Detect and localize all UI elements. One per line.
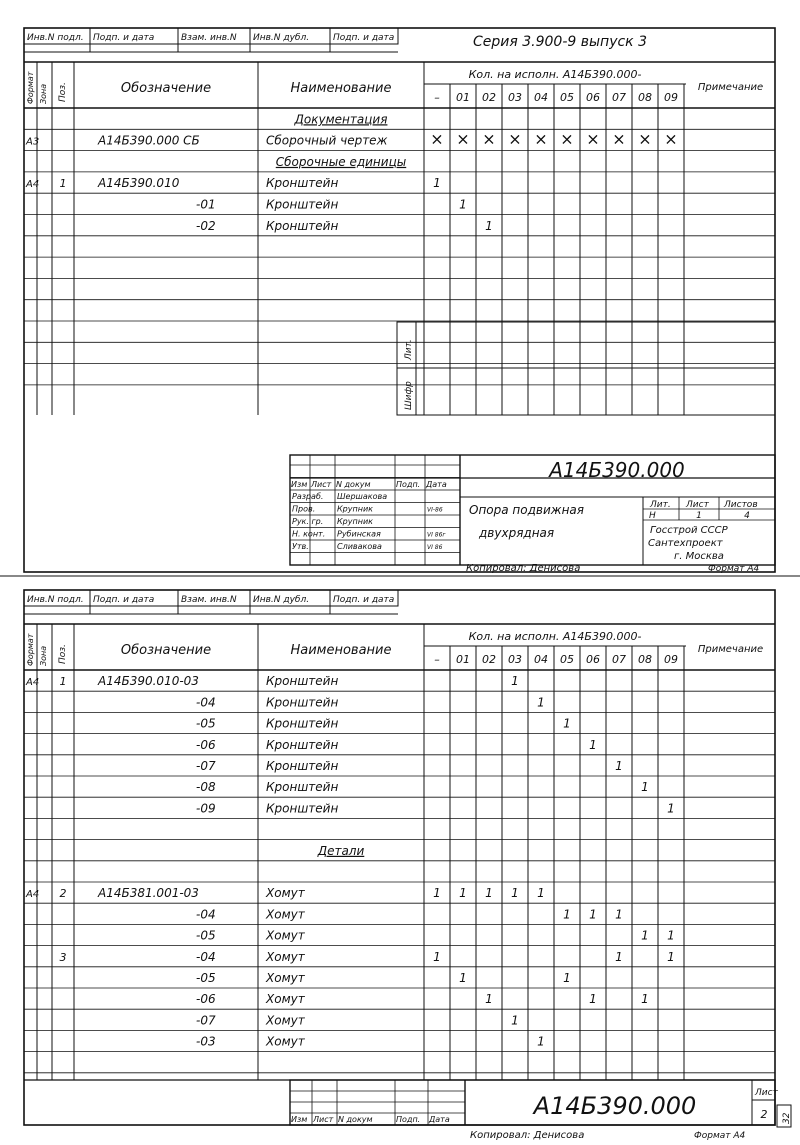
sheet2-qty-mark: 1: [537, 886, 545, 901]
sheet2-doc-code: А14Б390.000: [533, 1092, 697, 1120]
sheet1-doc-code: А14Б390.000: [549, 458, 685, 482]
sheet2-designation-cell: -06: [196, 992, 216, 1007]
sheet2-qty-mark: 1: [563, 907, 571, 922]
sheet2-name-cell: Хомут: [266, 949, 305, 964]
sheet2-designation-cell: -04: [196, 907, 216, 922]
sheet2-variant-header: 05: [560, 653, 574, 666]
sheet1-change-header: Подп.: [396, 480, 421, 489]
sheet2-copied-by: Копировал: Денисова: [470, 1130, 585, 1141]
sheet2-format-header: Формат: [26, 633, 35, 666]
sheet2-designation-cell: А14Б381.001-03: [98, 886, 199, 901]
sheet2-variant-header: 09: [664, 653, 678, 666]
sheet1-lit-header: Лит.: [650, 500, 671, 510]
sheet1-designation-cell: А14Б390.010: [98, 176, 180, 191]
sheet1-pos-header: Поз.: [58, 82, 68, 102]
sheet2-qty-mark: 1: [459, 886, 467, 901]
sheet2-qty-mark: 1: [667, 949, 675, 964]
sheet2-qty-mark: 1: [563, 971, 571, 985]
sheet2-qty-mark: 1: [667, 801, 675, 816]
sheet2-change-header: Дата: [429, 1115, 450, 1124]
sheet1-staff-name: Сливакова: [337, 542, 382, 551]
sheet1-qty-mark: ×: [482, 129, 496, 149]
sheet2-qty-mark: 1: [589, 907, 597, 922]
sheet2-variant-header: 07: [612, 653, 626, 666]
sheet2-qty-mark: 1: [485, 886, 493, 901]
sheet2-designation-header: Обозначение: [120, 643, 212, 658]
sheet2-qty-mark: 1: [485, 992, 493, 1007]
sheet1-name-cell: Сборочный чертеж: [266, 133, 388, 148]
sheet2-pos-cell: 1: [59, 675, 67, 689]
sheet2-pos-header: Поз.: [58, 644, 68, 664]
sheet1-lit-value: Н: [649, 511, 656, 521]
sheet2-zone-header: Зона: [39, 645, 48, 666]
sheet2-designation-cell: -07: [196, 759, 216, 773]
sheet2-qty-mark: 1: [537, 695, 545, 710]
sheet2-variant-header: 08: [638, 653, 652, 666]
sheet2-designation-cell: -09: [196, 801, 216, 816]
sheet1-format-cell: А3: [26, 136, 40, 148]
sheet1-variant-header: 03: [508, 91, 522, 104]
sheet2-page-stamp: 32: [782, 1112, 792, 1124]
sheet2-change-header: Подп.: [396, 1115, 421, 1124]
sheet1-designation-cell: -02: [196, 218, 216, 233]
sheet2-qty-header: Кол. на исполн. А14Б390.000-: [468, 630, 642, 643]
sheet1-name-cell: Кронштейн: [266, 218, 339, 233]
sheet1-archive-header: Взам. инв.N: [181, 33, 237, 43]
sheet2-name-header: Наименование: [290, 643, 392, 658]
sheet1-qty-mark: ×: [430, 129, 444, 149]
sheet1-note-header: Примечание: [697, 82, 764, 93]
sheet2-qty-mark: 1: [563, 716, 571, 731]
sheet2-designation-cell: -05: [196, 971, 216, 985]
sheet2-qty-mark: 1: [511, 886, 519, 901]
sheet1-designation-cell: -01: [196, 197, 216, 212]
sheet1-section-title: Документация: [294, 112, 388, 127]
sheet2-qty-mark: 1: [433, 886, 441, 901]
sheet1-section-title: Сборочные единицы: [275, 154, 407, 169]
sheet1-staff-role: Н. конт.: [292, 529, 326, 539]
series-note: Серия 3.900-9 выпуск 3: [473, 34, 647, 50]
sheet1-change-header: Лист: [311, 480, 332, 489]
sheet1-doc-title: Опора подвижная: [469, 503, 585, 517]
sheet2-variant-header: 01: [456, 653, 470, 666]
sheet1-org-line2: Сантехпроект: [648, 538, 723, 549]
sheet2-archive-header: Подп. и дата: [93, 595, 155, 605]
sheet2-pos-cell: 3: [59, 950, 67, 964]
sheet2-name-cell: Кронштейн: [266, 716, 339, 731]
sheet2-designation-cell: -03: [196, 1034, 216, 1049]
sheet1-change-header: Дата: [426, 480, 447, 489]
sheet1-qty-mark: ×: [638, 129, 652, 149]
sheet1-sheets-value: 4: [744, 511, 750, 521]
sheet2-name-cell: Хомут: [266, 1034, 305, 1049]
sheet2-qty-mark: 1: [511, 674, 519, 689]
sheet2-designation-cell: -05: [196, 928, 216, 943]
sheet2-variant-header: 03: [508, 653, 522, 666]
sheet2-archive-header: Инв.N дубл.: [253, 595, 310, 605]
sheet1-staff-role: Рук. гр.: [292, 517, 324, 526]
sheet2-qty-mark: 1: [589, 737, 597, 752]
sheet1-sheets-header: Листов: [724, 500, 758, 510]
sheet2-qty-mark: 1: [459, 971, 467, 985]
sheet1-sheet-value: 1: [696, 511, 702, 521]
sheet1-archive-header: Подп. и дата: [333, 33, 395, 43]
sheet1-qty-mark: ×: [534, 129, 548, 149]
sheet2-name-cell: Кронштейн: [266, 759, 339, 773]
sheet2-section-title: Детали: [317, 843, 365, 858]
sheet1-staff-date: VI 86: [427, 544, 443, 551]
sheet2-qty-mark: 1: [641, 780, 649, 795]
sheet2-pos-cell: 2: [59, 887, 67, 901]
sheet1-pos-cell: 1: [59, 177, 67, 191]
sheet2-name-cell: Кронштейн: [266, 780, 339, 795]
sheet1-qty-mark: ×: [612, 129, 626, 149]
sheet1-doc-subtitle: двухрядная: [479, 526, 555, 540]
sheet2-name-cell: Хомут: [266, 928, 305, 943]
sheet2-change-header: Лист: [313, 1115, 334, 1124]
sheet2-name-cell: Кронштейн: [266, 801, 339, 816]
sheet1-sheet-header: Лист: [686, 500, 709, 510]
sheet2-name-cell: Кронштейн: [266, 695, 339, 710]
sheet1-designation-cell: А14Б390.000 СБ: [98, 133, 200, 148]
sheet2-designation-cell: -06: [196, 737, 216, 752]
sheet2-qty-mark: 1: [615, 949, 623, 964]
sheet2-designation-cell: А14Б390.010-03: [98, 674, 199, 689]
sheet1-archive-header: Инв.N дубл.: [253, 33, 310, 43]
sheet1-variant-header: 05: [560, 91, 574, 104]
sheet2-change-header: N докум: [338, 1115, 373, 1124]
sheet2-format-cell: А4: [26, 889, 40, 901]
sheet1-variant-header: –: [434, 91, 440, 104]
sheet1-staff-name: Шершакова: [337, 492, 388, 501]
sheet2-designation-cell: -07: [196, 1013, 216, 1028]
sheet1-cipher-label: Шифр: [404, 381, 414, 410]
sheet2-archive-header: Инв.N подл.: [27, 595, 84, 605]
sheet1-designation-header: Обозначение: [120, 81, 212, 96]
sheet2-name-cell: Хомут: [266, 907, 305, 922]
sheet1-staff-name: Крупник: [337, 517, 373, 526]
sheet2-format-cell: А4: [26, 677, 40, 689]
sheet2-qty-mark: 1: [537, 1034, 545, 1049]
sheet2-qty-mark: 1: [641, 992, 649, 1007]
sheet1-org-line3: г. Москва: [674, 551, 724, 562]
sheet1-staff-name: Рубинская: [337, 529, 381, 539]
sheet1-qty-mark: 1: [433, 176, 441, 191]
sheet2-qty-mark: 1: [589, 992, 597, 1007]
sheet1-variant-header: 08: [638, 91, 652, 104]
sheet1-qty-mark: ×: [508, 129, 522, 149]
sheet1-qty-header: Кол. на исполн. А14Б390.000-: [468, 68, 642, 81]
sheet1-archive-header: Инв.N подл.: [27, 33, 84, 43]
sheet2-qty-mark: 1: [433, 949, 441, 964]
sheet1-qty-mark: 1: [485, 218, 493, 233]
sheet1-qty-mark: ×: [560, 129, 574, 149]
sheet1-lit-label: Лит.: [404, 339, 414, 360]
sheet1-qty-mark: ×: [664, 129, 678, 149]
sheet2-sheet-header: Лист: [755, 1088, 778, 1098]
sheet1-variant-header: 07: [612, 91, 626, 104]
sheet1-org-line1: Госстрой СССР: [650, 525, 728, 536]
sheet2-archive-header: Взам. инв.N: [181, 595, 237, 605]
sheet1-variant-header: 02: [482, 91, 496, 104]
sheet2-name-cell: Кронштейн: [266, 737, 339, 752]
sheet2-variant-header: 02: [482, 653, 496, 666]
sheet2-name-cell: Кронштейн: [266, 674, 339, 689]
sheet2-change-header: Изм: [291, 1115, 308, 1124]
sheet1-format-label: Формат А4: [708, 564, 760, 574]
sheet2-note-header: Примечание: [697, 644, 764, 655]
sheet1-copied-by: Копировал: Денисова: [466, 563, 581, 574]
sheet1-variant-header: 04: [534, 91, 548, 104]
sheet1-staff-date: VI-86: [427, 506, 443, 514]
sheet1-change-header: Изм: [291, 480, 308, 489]
sheet2-variant-header: 04: [534, 653, 548, 666]
sheet2-qty-mark: 1: [615, 907, 623, 922]
sheet1-format-header: Формат: [26, 71, 35, 104]
sheet2-archive-header: Подп. и дата: [333, 595, 395, 605]
sheet1-qty-mark: ×: [586, 129, 600, 149]
sheet1-staff-date: VI 86г: [427, 531, 446, 539]
sheet2-name-cell: Хомут: [266, 886, 305, 901]
sheet1-qty-mark: 1: [459, 197, 467, 212]
sheet1-staff-role: Пров.: [292, 504, 316, 514]
sheet2-designation-cell: -05: [196, 716, 216, 731]
sheet1-staff-role: Утв.: [292, 542, 309, 551]
sheet2-name-cell: Хомут: [266, 1013, 305, 1028]
sheet1-name-cell: Кронштейн: [266, 176, 339, 191]
sheet1-staff-role: Разраб.: [292, 492, 324, 501]
sheet1-variant-header: 09: [664, 91, 678, 104]
sheet2-format-label: Формат А4: [694, 1131, 746, 1141]
sheet1-archive-header: Подп. и дата: [93, 33, 155, 43]
sheet2-sheet-value: 2: [760, 1108, 768, 1121]
sheet2-variant-header: –: [434, 653, 440, 666]
sheet1-name-header: Наименование: [290, 81, 392, 96]
sheet2-variant-header: 06: [586, 653, 600, 666]
sheet2-qty-mark: 1: [511, 1013, 519, 1028]
sheet2-designation-cell: -04: [196, 949, 216, 964]
sheet2-name-cell: Хомут: [266, 992, 305, 1007]
sheet1-change-header: N докум: [336, 480, 371, 489]
sheet2-designation-cell: -08: [196, 780, 216, 795]
sheet2-qty-mark: 1: [667, 928, 675, 943]
sheet1-variant-header: 01: [456, 91, 470, 104]
sheet1-zone-header: Зона: [39, 83, 48, 104]
sheet2-qty-mark: 1: [615, 759, 623, 773]
sheet1-staff-name: Крупник: [337, 504, 373, 514]
sheet2-designation-cell: -04: [196, 695, 216, 710]
sheet2-name-cell: Хомут: [266, 971, 305, 985]
sheet1-qty-mark: ×: [456, 129, 470, 149]
sheet1-name-cell: Кронштейн: [266, 197, 339, 212]
sheet1-variant-header: 06: [586, 91, 600, 104]
sheet1-format-cell: А4: [26, 179, 40, 191]
sheet2-qty-mark: 1: [641, 928, 649, 943]
